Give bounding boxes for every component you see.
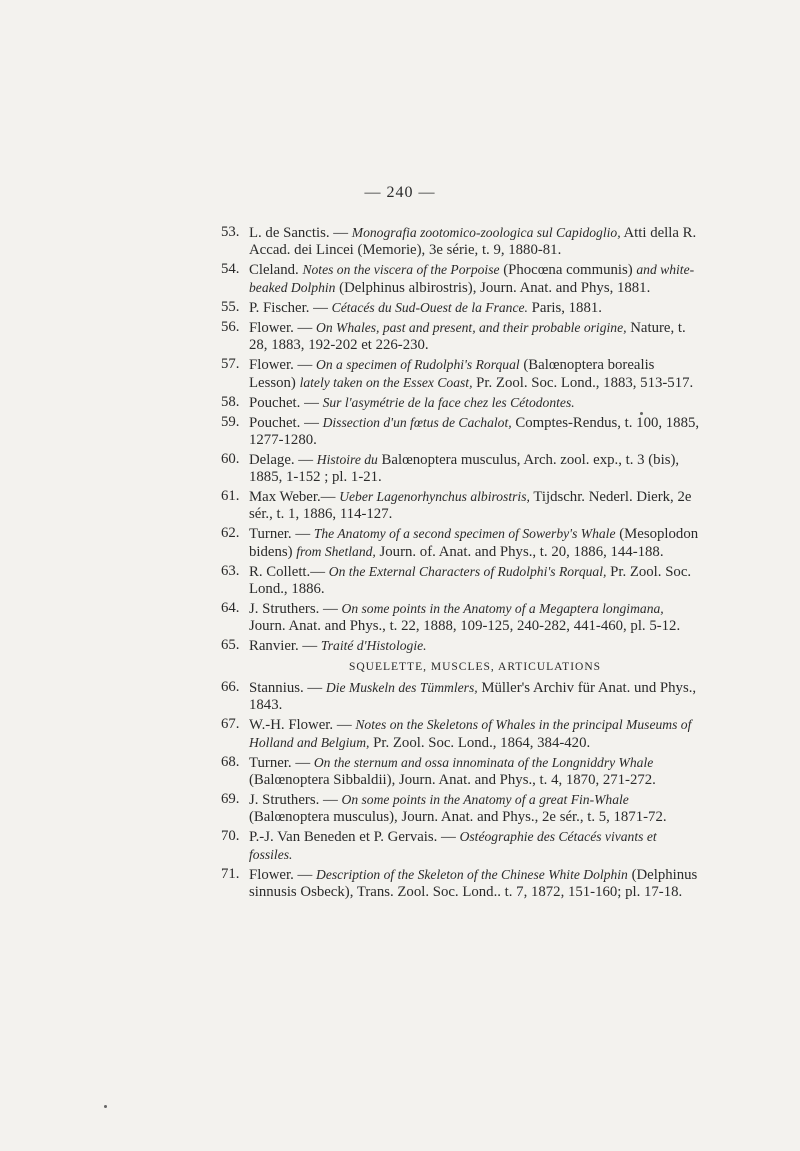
reference-author: Flower. — xyxy=(249,356,313,373)
reference-source: (Balœnoptera musculus), Journ. Anat. and Phys., 2e sér., t. 5, 1871-72. xyxy=(249,809,667,826)
reference-source: Balœnoptera musculus, Arch. zool. exp., t. 3 (bis), 1885, 1-152 ; pl. 1-21. xyxy=(249,451,680,485)
reference-entry xyxy=(221,261,701,297)
reference-source: Paris, 1881. xyxy=(531,300,602,316)
reference-entry xyxy=(221,224,701,259)
reference-entry xyxy=(221,600,701,635)
reference-number: 68. xyxy=(221,754,240,770)
reference-entry xyxy=(221,299,701,317)
reference-source: (Balœnoptera borealis Lesson) xyxy=(249,356,655,391)
reference-number: 54. xyxy=(221,261,240,277)
reference-source: (Delphinus albirostris), Journ. Anat. and Phys, 1881. xyxy=(339,280,651,297)
reference-source: Pr. Zool. Soc. Lond., 1883, 513-517. xyxy=(476,375,694,391)
reference-number: 63. xyxy=(221,562,240,579)
reference-entry xyxy=(221,828,701,864)
reference-source: (Mesoplodon bidens) xyxy=(249,525,699,560)
reference-source: Comptes-Rendus, t. 100, 1885, 1277-1280. xyxy=(249,414,700,448)
reference-number: 60. xyxy=(221,450,240,467)
reference-title: lately taken on the Essex Coast, xyxy=(299,375,473,390)
reference-author: Stannius. — xyxy=(249,680,323,696)
reference-title: Description of the Skeleton of the Chinese White Dolphin xyxy=(316,867,628,882)
reference-number: 56. xyxy=(221,318,240,335)
reference-author: Cleland. xyxy=(249,262,299,278)
reference-title: Histoire du xyxy=(316,451,378,467)
reference-title: On the External Characters of Rudolphi's Rorqual, xyxy=(328,563,607,579)
reference-entry xyxy=(221,525,701,561)
reference-number: 67. xyxy=(221,716,240,732)
reference-number: 65. xyxy=(221,636,240,653)
ink-speck xyxy=(640,412,643,415)
reference-number: 53. xyxy=(221,224,240,240)
reference-entry xyxy=(221,866,701,901)
reference-title: On some points in the Anatomy of a Megaptera longimana, xyxy=(341,600,664,616)
reference-source: Müller's Archiv für Anat. und Phys., 1843. xyxy=(249,680,697,714)
ink-speck xyxy=(104,1105,107,1108)
reference-entry xyxy=(221,319,701,354)
reference-title: Ueber Lagenorhynchus albirostris, xyxy=(339,488,530,504)
reference-number: 62. xyxy=(221,524,240,541)
reference-number: 57. xyxy=(221,355,240,372)
reference-entry xyxy=(221,414,701,449)
reference-author: P. Fischer. — xyxy=(249,300,328,316)
reference-entry xyxy=(221,716,701,752)
reference-author: Delage. — xyxy=(249,451,314,468)
page-number: — 240 — xyxy=(364,184,436,201)
reference-title: On some points in the Anatomy of a great Fin-Whale xyxy=(341,792,629,807)
reference-source: Atti della R. Accad. dei Lincei (Memorie), 3e série, t. 9, 1880-81. xyxy=(249,225,697,259)
reference-source: Journ. Anat. and Phys., t. 22, 1888, 109-125, 240-282, 441-460, pl. 5-12. xyxy=(249,617,681,634)
reference-entry xyxy=(221,679,701,714)
reference-number: 69. xyxy=(221,791,240,807)
reference-list xyxy=(221,679,701,901)
reference-author: Max Weber.— xyxy=(249,488,336,505)
reference-entry xyxy=(221,637,701,655)
reference-title: Sur l'asymétrie de la face chez les Cétodontes. xyxy=(322,394,575,410)
reference-title: from Shetland, xyxy=(296,543,376,559)
reference-entry xyxy=(221,791,701,826)
reference-source: Journ. of. Anat. and Phys., t. 20, 1886, 144-188. xyxy=(379,543,664,560)
reference-title: Notes on the Skeletons of Whales in the principal Museums of Holland and Belgium, xyxy=(249,717,692,751)
reference-title: The Anatomy of a second specimen of Sowerby's Whale xyxy=(313,525,616,541)
reference-author: Turner. — xyxy=(249,755,311,771)
reference-author: L. de Sanctis. — xyxy=(249,225,349,241)
reference-author: Flower. — xyxy=(249,319,313,336)
reference-title: Notes on the viscera of the Porpoise xyxy=(302,262,500,277)
reference-entry xyxy=(221,356,701,392)
reference-title: Dissection d'un fœtus de Cachalot, xyxy=(322,414,512,430)
reference-title: Cétacés du Sud-Ouest de la France. xyxy=(331,300,528,315)
reference-title: and white-beaked Dolphin xyxy=(249,262,695,296)
reference-title: Ostéographie des Cétacés vivants et fossiles. xyxy=(249,829,657,863)
reference-title: On Whales, past and present, and their probable origine, xyxy=(316,319,627,335)
reference-source: (Delphinus sinnusis Osbeck), Trans. Zool. Soc. Lond.. t. 7, 1872, 151-160; pl. 17-18. xyxy=(249,867,698,901)
reference-author: Pouchet. — xyxy=(249,394,319,411)
reference-author: Pouchet. — xyxy=(249,414,319,431)
reference-number: 55. xyxy=(221,299,240,315)
reference-source: Nature, t. 28, 1883, 192-202 et 226-230. xyxy=(249,319,686,353)
reference-entry xyxy=(221,394,701,412)
reference-list xyxy=(221,224,701,655)
section-heading: SQUELETTE, MUSCLES, ARTICULATIONS xyxy=(348,660,602,673)
reference-title: On a specimen of Rudolphi's Rorqual xyxy=(316,356,520,372)
reference-title: On the sternum and ossa innominata of the Longniddry Whale xyxy=(313,755,654,770)
reference-title: Traité d'Histologie. xyxy=(320,637,427,653)
bibliography xyxy=(221,224,701,903)
reference-author: J. Struthers. — xyxy=(249,600,338,617)
reference-source: Tijdschr. Nederl. Dierk, 2e sér., t. 1, 1886, 114-127. xyxy=(249,488,692,522)
reference-author: J. Struthers. — xyxy=(249,792,338,808)
reference-author: Ranvier. — xyxy=(249,637,318,654)
reference-entry xyxy=(221,488,701,523)
reference-author: Flower. — xyxy=(249,867,313,883)
reference-number: 66. xyxy=(221,679,240,695)
reference-entry xyxy=(221,754,701,789)
reference-title: Die Muskeln des Tümmlers, xyxy=(325,680,478,695)
reference-source: Pr. Zool. Soc. Lond., 1886. xyxy=(249,563,692,597)
reference-number: 59. xyxy=(221,413,240,430)
reference-title: Monografia zootomico-zoologica sul Capidoglio, xyxy=(351,225,621,240)
reference-number: 70. xyxy=(221,828,240,844)
reference-source: Pr. Zool. Soc. Lond., 1864, 384-420. xyxy=(373,735,591,752)
reference-number: 64. xyxy=(221,599,240,616)
reference-number: 71. xyxy=(221,866,240,882)
reference-entry xyxy=(221,451,701,486)
reference-author: R. Collett.— xyxy=(249,563,326,580)
reference-source: (Balœnoptera Sibbaldii), Journ. Anat. and Phys., t. 4, 1870, 271-272. xyxy=(249,772,656,789)
reference-number: 58. xyxy=(221,393,240,410)
reference-number: 61. xyxy=(221,487,240,504)
reference-entry xyxy=(221,563,701,598)
reference-source: (Phocœna communis) xyxy=(503,262,633,278)
reference-author: Turner. — xyxy=(249,525,311,542)
reference-author: P.-J. Van Beneden et P. Gervais. — xyxy=(249,829,456,845)
reference-author: W.-H. Flower. — xyxy=(249,717,352,733)
